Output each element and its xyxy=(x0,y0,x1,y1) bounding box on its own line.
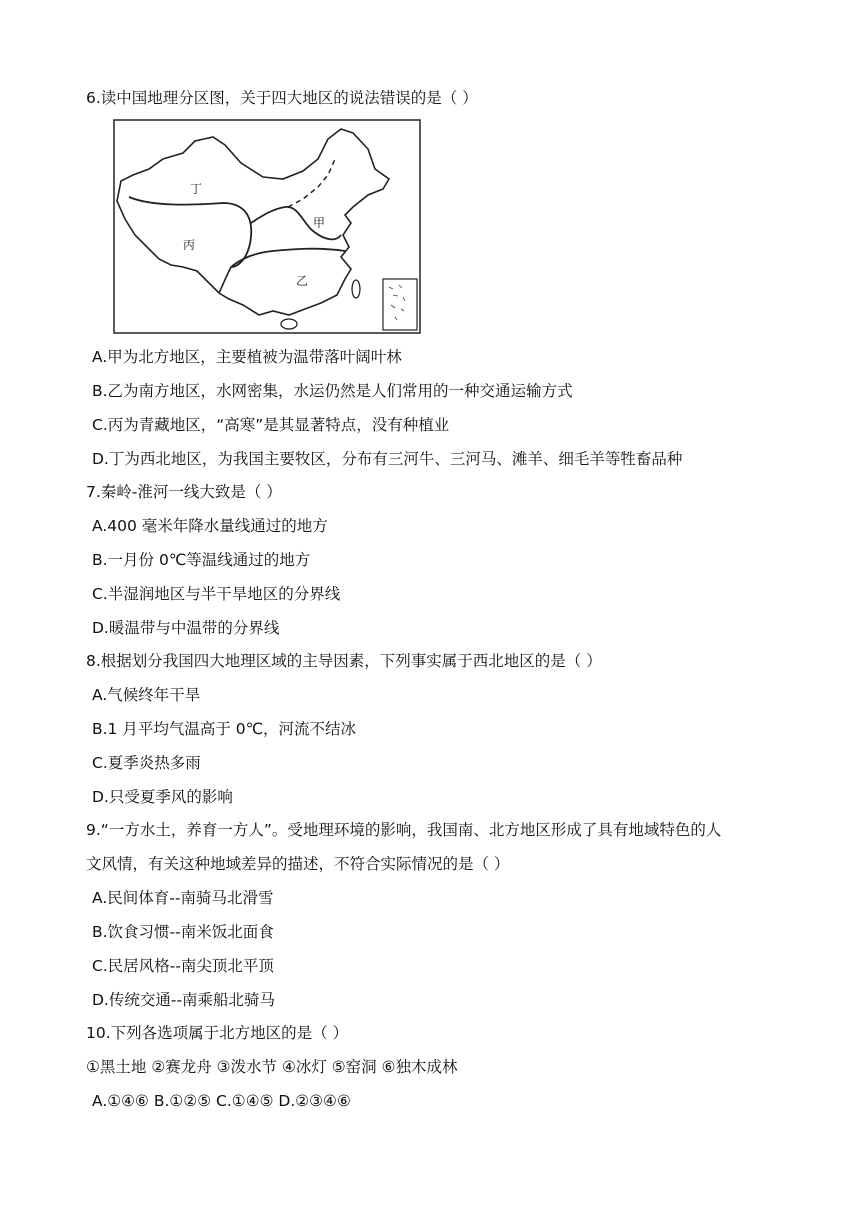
label-bing: 丙 xyxy=(183,238,196,252)
q6-option-c: C.丙为青藏地区，“高寒”是其显著特点，没有种植业 xyxy=(92,416,450,434)
q6-option-d: D.丁为西北地区，为我国主要牧区，分布有三河牛、三河马、滩羊、细毛羊等牲畜品种 xyxy=(92,450,683,468)
q9-option-b: B.饮食习惯--南米饭北面食 xyxy=(92,923,274,941)
question-9-stem-line-2: 文风情，有关这种地域差异的描述，不符合实际情况的是（ ） xyxy=(86,855,510,873)
q6-option-b: B.乙为南方地区，水网密集，水运仍然是人们常用的一种交通运输方式 xyxy=(92,382,573,400)
q6-option-a: A.甲为北方地区，主要植被为温带落叶阔叶林 xyxy=(92,348,402,366)
china-region-map xyxy=(113,119,421,334)
q7-option-b: B.一月份 0℃等温线通过的地方 xyxy=(92,551,311,569)
south-china-sea-inset xyxy=(383,279,417,330)
q10-options: A.①④⑥ B.①②⑤ C.①④⑤ D.②③④⑥ xyxy=(92,1092,351,1110)
q10-items: ①黑土地 ②赛龙舟 ③泼水节 ④冰灯 ⑤窑洞 ⑥独木成林 xyxy=(86,1058,458,1076)
q9-option-a: A.民间体育--南骑马北滑雪 xyxy=(92,889,274,907)
label-yi: 乙 xyxy=(296,274,309,288)
q8-option-b: B.1 月平均气温高于 0℃，河流不结冰 xyxy=(92,720,357,738)
q7-option-d: D.暖温带与中温带的分界线 xyxy=(92,619,280,637)
question-8-stem: 8.根据划分我国四大地理区域的主导因素，下列事实属于西北地区的是（ ） xyxy=(86,652,602,670)
q7-option-c: C.半湿润地区与半干旱地区的分界线 xyxy=(92,585,341,603)
question-7-stem: 7.秦岭-淮河一线大致是（ ） xyxy=(86,483,282,501)
map-frame xyxy=(114,120,420,333)
q8-option-c: C.夏季炎热多雨 xyxy=(92,754,201,772)
q9-option-c: C.民居风格--南尖顶北平顶 xyxy=(92,957,274,975)
question-10-stem: 10.下列各选项属于北方地区的是（ ） xyxy=(86,1024,349,1042)
q8-option-d: D.只受夏季风的影响 xyxy=(92,788,233,806)
q9-option-d: D.传统交通--南乘船北骑马 xyxy=(92,991,276,1009)
question-9-stem-line-1: 9.“一方水土，养育一方人”。受地理环境的影响，我国南、北方地区形成了具有地域特色的人 xyxy=(86,821,722,839)
q8-option-a: A.气候终年干旱 xyxy=(92,686,201,704)
q7-option-a: A.400 毫米年降水量线通过的地方 xyxy=(92,517,328,535)
label-jia: 甲 xyxy=(313,216,326,230)
question-6-stem: 6.读中国地理分区图，关于四大地区的说法错误的是（ ） xyxy=(86,89,478,107)
label-ding: 丁 xyxy=(190,182,203,196)
